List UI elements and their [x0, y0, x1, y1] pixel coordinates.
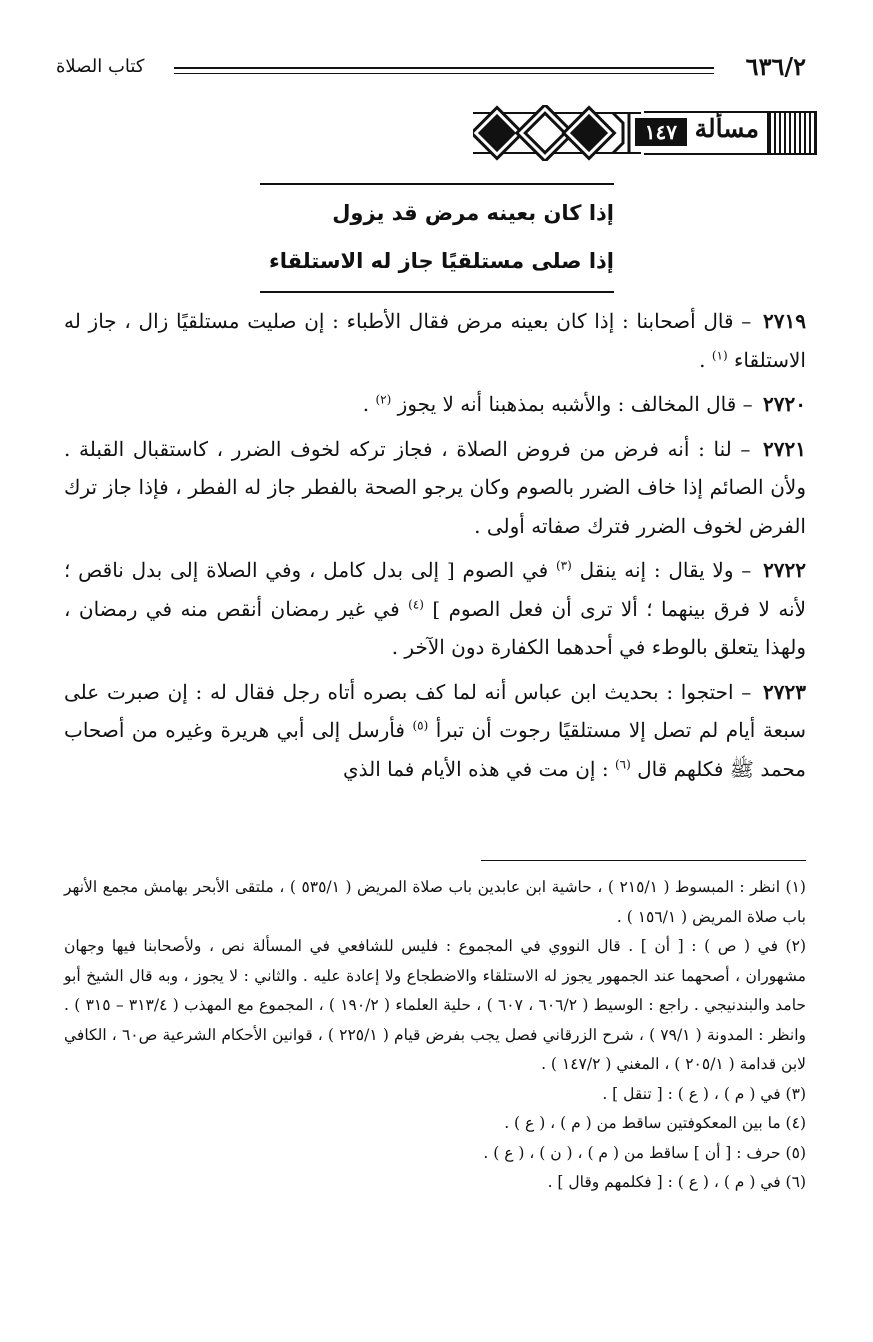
geometric-ornament-icon	[473, 105, 641, 161]
masala-number: ١٤٧	[635, 118, 687, 146]
footnote-5: (٥) حرف : [ أن ] ساقط من ( م ) ، ( ن ) ، ( ع ) .	[483, 1143, 806, 1162]
paragraph-number: ٢٧٢١	[763, 436, 806, 461]
footnote-ref: (٢)	[375, 392, 392, 407]
paragraph-2723	[64, 673, 806, 789]
header-rule	[174, 67, 714, 74]
footnotes	[64, 873, 806, 1198]
paragraph-2722	[64, 551, 806, 667]
book-title: كتاب الصلاة	[56, 56, 145, 77]
running-header	[56, 52, 806, 88]
paragraph-text: فأرسل إلى أبي هريرة وغيره من أصحاب محمد ﷺ فكلهم قال	[64, 718, 806, 781]
paragraph-2719	[64, 302, 806, 379]
paragraph-text: .	[699, 347, 706, 372]
paragraph-2721	[64, 430, 806, 546]
paragraph-text: – لنا : أنه فرض من فروض الصلاة ، فجاز تركه لخوف الضرر ، كاستقبال القبلة . ولأن الصائم إذا خاف الضرر بالصوم وكان يرجو الصحة بالفطر جاز له الفطر ، فإذا جاز ترك الفرض لخوف الضرر فترك صفاته أولى .	[64, 436, 806, 538]
paragraph-text: – ولا يقال : إنه ينقل	[579, 558, 752, 582]
title-line-2: إذا صلى مستلقيًا جاز له الاستلقاء	[268, 249, 614, 273]
page-number: ٦٣٦/٢	[745, 52, 806, 81]
footnote-4: (٤) ما بين المعكوفتين ساقط من ( م ) ، ( ع ) .	[504, 1114, 806, 1132]
paragraph-text: : إن مت في هذه الأيام فما الذي	[342, 756, 609, 781]
paragraph-text: في الصوم [ إلى بدل كامل ، وفي الصلاة إلى بدل ناقص ؛ لأنه لا فرق بينهما ؛ ألا ترى أن فعل الصوم ]	[64, 558, 807, 621]
paragraph-text: – قال أصحابنا : إذا كان بعينه مرض فقال الأطباء : إن صليت مستلقيًا زال ، جاز له الاستلقاء	[64, 309, 806, 372]
paragraph-text: – قال المخالف : والأشبه بمذهبنا أنه لا يجوز	[397, 392, 753, 416]
footnote-ref: (١)	[711, 347, 728, 362]
paragraph-2720	[64, 385, 806, 424]
footnote-ref: (٣)	[555, 558, 572, 573]
striped-bar-ornament	[767, 111, 817, 155]
footnote-ref: (٥)	[412, 718, 429, 733]
footnote-6: (٦) في ( م ) ، ( ع ) : [ فكلمهم وقال ] .	[547, 1173, 806, 1191]
paragraph-text: – احتجوا : بحديث ابن عباس أنه لما كف بصره أتاه رجل فقال له : إن صبرت على سبعة أيام لم تصل إلا مستلقيًا رجوت أن تبرأ	[64, 679, 806, 742]
title-top-rule	[260, 183, 614, 185]
paragraph-number: ٢٧٢٢	[763, 558, 807, 582]
paragraph-number: ٢٧٢٠	[763, 392, 806, 416]
footnote-3: (٣) في ( م ) ، ( ع ) : [ تنقل ] .	[602, 1084, 806, 1103]
paragraph-text: في غير رمضان أنقص منه في رمضان ، ولهذا يتعلق بالوطء في أحدهما الكفارة دون الآخر .	[64, 596, 806, 659]
footnote-1: (١) انظر : المبسوط ( ٢١٥/١ ) ، حاشية ابن عابدين باب صلاة المريض ( ٥٣٥/١ ) ، ملتقى الأبحر بهامش مجمع الأنهر باب صلاة المريض ( ١٥٦/١ ) .	[64, 878, 806, 926]
main-text	[64, 302, 806, 794]
footnote-ref: (٦)	[614, 756, 631, 771]
paragraph-text: .	[362, 392, 370, 416]
footnote-2: (٢) في ( ص ) : [ أن ] . قال النووي في المجموع : فليس للشافعي في المسألة نص ، ولأصحابنا فيها وجهان مشهوران ، أصحهما عند الجمهور يجوز له الاستلقاء والاضطجاع ولا إعادة عليه . والثاني : لا يجوز ، وبه قال الشيخ أبو حامد والبندنيجي . راجع : الوسيط ( ٦٠٦/٢ ، ٦٠٧ ) ، حلية العلماء ( ١٩٠/٢ ) ، المجموع مع المهذب ( ٣١٣/٤ – ٣١٥ ) . وانظر : المدونة ( ٧٩/١ ) ، شرح الزرقاني فصل يجب بفرض قيام ( ٢٢٥/١ ) ، قوانين الأحكام الشرعية ص٦٠ ، الكافي لابن قدامة ( ٢٠٥/١ ) ، المغني ( ١٤٧/٢ ) .	[64, 937, 807, 1073]
paragraph-number: ٢٧٢٣	[763, 679, 806, 704]
masala-label: مسألة	[694, 114, 759, 143]
title-bottom-rule	[260, 291, 614, 293]
footnote-ref: (٤)	[408, 596, 424, 611]
title-line-1: إذا كان بعينه مرض قد يزول	[332, 201, 614, 225]
issue-title	[260, 183, 614, 293]
paragraph-number: ٢٧١٩	[763, 309, 807, 333]
masala-heading	[477, 105, 817, 161]
footnote-separator	[481, 860, 806, 861]
